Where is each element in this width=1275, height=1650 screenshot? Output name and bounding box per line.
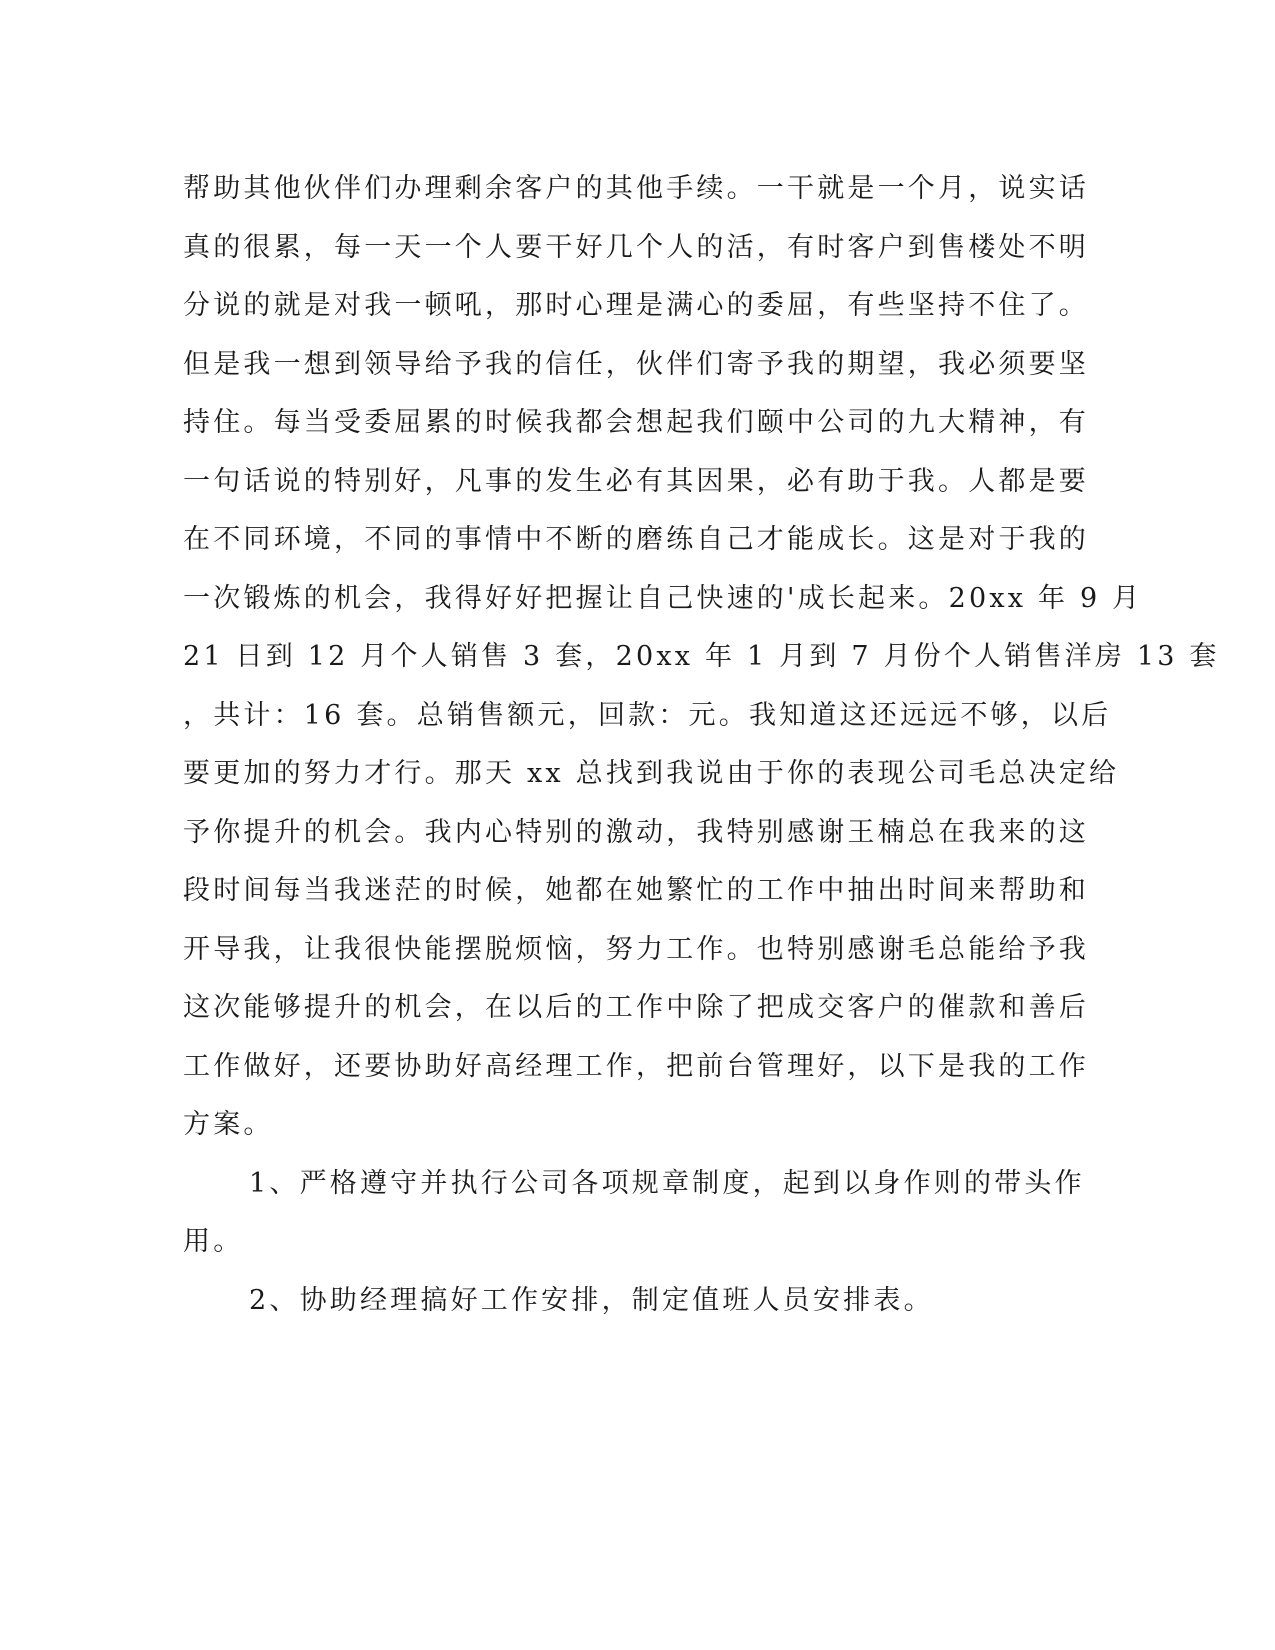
text-line: 开导我，让我很快能摆脱烦恼，努力工作。也特别感谢毛总能给予我 (183, 933, 1089, 965)
text-line: 在不同环境，不同的事情中不断的磨练自己才能成长。这是对于我的 (183, 524, 1089, 555)
list-item-1-line-2: 用。 (183, 1226, 244, 1257)
text-line: 方案。 (183, 1109, 274, 1140)
list-item-1-line-1: 1、严格遵守并执行公司各项规章制度，起到以身作则的带头作 (249, 1167, 1085, 1199)
text-line: 这次能够提升的机会，在以后的工作中除了把成交客户的催款和善后 (183, 992, 1089, 1023)
text-line: 段时间每当我迷茫的时候，她都在她繁忙的工作中抽出时间来帮助和 (183, 875, 1089, 906)
text-line: ，共计：16 套。总销售额元，回款：元。我知道这还远远不够，以后 (183, 699, 1112, 731)
text-line: 真的很累，每一天一个人要干好几个人的活，有时客户到售楼处不明 (183, 231, 1089, 263)
text-line: 予你提升的机会。我内心特别的激动，我特别感谢王楠总在我来的这 (183, 816, 1089, 848)
text-line: 21 日到 12 月个人销售 3 套，20xx 年 1 月到 7 月份个人销售洋房 13 套 (183, 641, 1220, 672)
text-line: 持住。每当受委屈累的时候我都会想起我们颐中公司的九大精神，有 (183, 407, 1089, 438)
text-line: 但是我一想到领导给予我的信任，伙伴们寄予我的期望，我必须要坚 (183, 348, 1089, 380)
text-line: 一句话说的特别好，凡事的发生必有其因果，必有助于我。人都是要 (183, 465, 1089, 497)
document-body (183, 160, 1220, 1330)
text-line: 分说的就是对我一顿吼，那时心理是满心的委屈，有些坚持不住了。 (183, 290, 1089, 321)
text-line: 帮助其他伙伴们办理剩余客户的其他手续。一干就是一个月，说实话 (183, 173, 1089, 204)
text-line: 要更加的努力才行。那天 xx 总找到我说由于你的表现公司毛总决定给 (183, 758, 1120, 789)
text-line: 一次锻炼的机会，我得好好把握让自己快速的'成长起来。20xx 年 9 月 (183, 582, 1143, 614)
text-line: 工作做好，还要协助好高经理工作，把前台管理好，以下是我的工作 (183, 1050, 1089, 1082)
list-item-2: 2、协助经理搞好工作安排，制定值班人员安排表。 (249, 1284, 934, 1316)
